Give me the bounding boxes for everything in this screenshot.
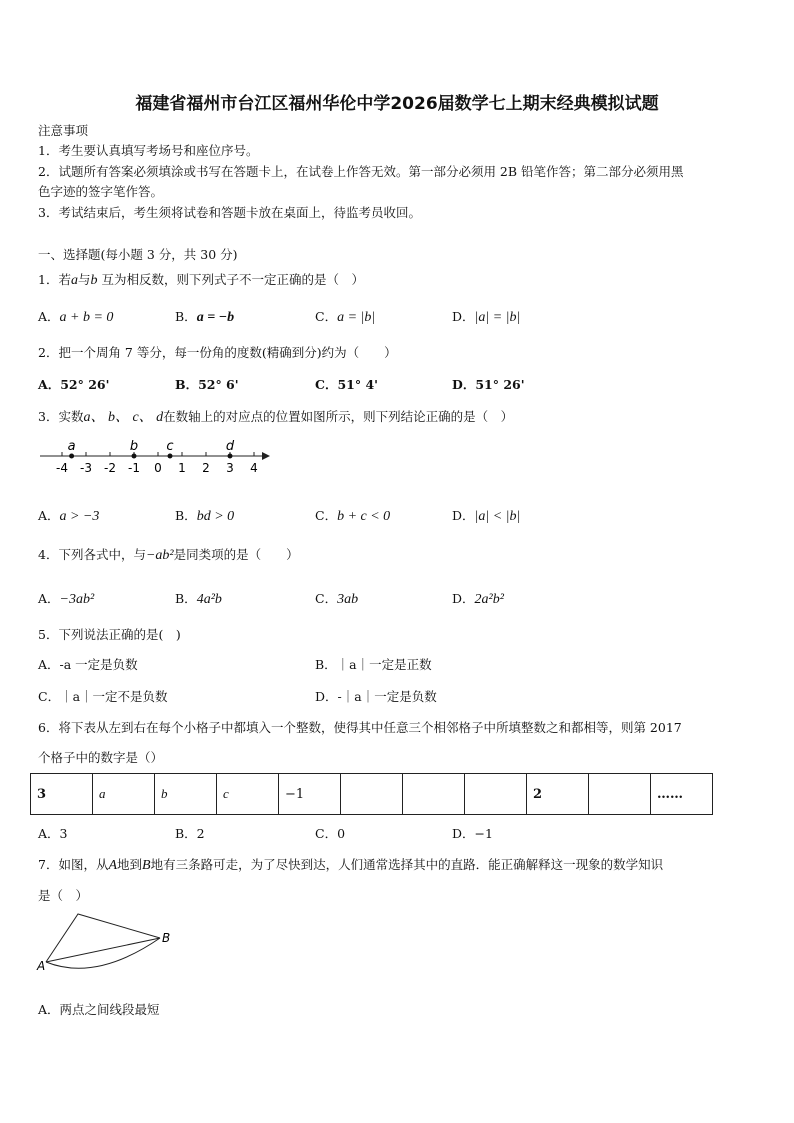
number-line-tick-label: -1 — [128, 461, 140, 475]
q6-cell: …… — [651, 774, 713, 815]
q5-option-c: C．｜a｜一定不是负数 — [38, 689, 168, 704]
page-title: 福建省福州市台江区福州华伦中学2026届数学七上期末经典模拟试题 — [135, 94, 659, 114]
q7-label-b: B — [162, 931, 171, 945]
number-line-point-a — [69, 454, 74, 459]
q6-cell — [341, 774, 403, 815]
q3-option-c: C．b + c < 0 — [315, 508, 391, 524]
q1-option-d: D．|a| = |b| — [452, 309, 521, 325]
q7-option-a: A．两点之间线段最短 — [38, 1002, 160, 1017]
q7-path-straight — [46, 938, 160, 962]
q6-cell — [465, 774, 527, 815]
number-line-tick-label: 0 — [154, 461, 162, 475]
notes-item-2: 2．试题所有答案必须填涂或书写在答题卡上，在试卷上作答无效。第一部分必须用 2B 铅笔作答；第二部分必须用黑 — [38, 164, 684, 179]
q5-option-d: D．-｜a｜一定是负数 — [315, 689, 437, 704]
q5-option-a: A．-a 一定是负数 — [38, 657, 138, 672]
q4-expr: −ab² — [145, 548, 174, 563]
q6-option-c: C．0 — [315, 826, 346, 841]
number-line-point-label: a — [67, 439, 76, 454]
q7-path-curve — [46, 938, 160, 968]
q4-option-a: A．−3ab² — [38, 591, 95, 607]
q2-option-b: B．52° 6' — [175, 377, 239, 392]
q1-var-b: b — [90, 273, 98, 288]
question-2-stem: 2．把一个周角 7 等分，每一份角的度数(精确到分)约为（ ） — [38, 345, 397, 360]
question-6-stem-cont: 个格子中的数字是（） — [38, 750, 164, 765]
q7-label-a: A — [37, 959, 46, 973]
q3-option-b: B．bd > 0 — [175, 508, 235, 524]
q6-cell: 2 — [527, 774, 589, 815]
q6-cell — [589, 774, 651, 815]
q4-option-b: B．4a²b — [175, 591, 222, 607]
q3-option-a: A．a > −3 — [38, 508, 100, 524]
number-line-point-d — [228, 454, 233, 459]
q6-cell: 3 — [31, 774, 93, 815]
notes-item-3: 3．考试结束后，考生须将试卷和答题卡放在桌面上，待监考员收回。 — [38, 205, 421, 220]
number-line-point-label: b — [129, 439, 139, 454]
question-6-stem: 6．将下表从左到右在每个小格子中都填入一个整数，使得其中任意三个相邻格子中所填整数之和都相等，则第 2017 — [38, 720, 682, 735]
number-line-tick-label: -2 — [104, 461, 116, 475]
q6-cell: c — [217, 774, 279, 815]
notes-item-2-cont: 色字迹的签字笔作答。 — [38, 184, 164, 199]
q6-option-b: B．2 — [175, 826, 205, 841]
number-line-point-label: d — [225, 439, 235, 454]
notes-heading: 注意事项 — [38, 123, 89, 138]
number-line-point-b — [132, 454, 137, 459]
q6-cell: −1 — [279, 774, 341, 815]
q1-stem-c: 互为相反数，则下列式子不一定正确的是（ ） — [97, 272, 364, 287]
q6-option-d: D．−1 — [452, 826, 493, 841]
q1-var-a: a — [70, 273, 78, 288]
question-4-stem: 4．下列各式中，与−ab²是同类项的是（ ） — [38, 547, 299, 563]
section-heading: 一、选择题(每小题 3 分，共 30 分) — [38, 247, 238, 262]
q5-option-b: B．｜a｜一定是正数 — [315, 657, 432, 672]
q7-paths-figure — [36, 908, 176, 980]
q1-option-a: A．a + b = 0 — [38, 309, 114, 325]
q2-option-a: A．52° 26' — [38, 377, 110, 392]
question-5-stem: 5．下列说法正确的是( ) — [38, 627, 181, 642]
q6-cell — [403, 774, 465, 815]
q4-option-d: D．2a²b² — [452, 591, 504, 607]
number-line-figure — [38, 434, 278, 478]
question-3-stem: 3．实数a、 b、 c、 d在数轴上的对应点的位置如图所示，则下列结论正确的是（ ） — [38, 409, 514, 425]
number-line-point-label: c — [166, 439, 174, 454]
q1-option-c: C．a = |b| — [315, 309, 376, 325]
q3-option-d: D．|a| < |b| — [452, 508, 521, 524]
q2-option-d: D．51° 26' — [452, 377, 525, 392]
q6-cell: a — [93, 774, 155, 815]
q4-option-c: C．3ab — [315, 591, 359, 607]
question-7-stem-cont: 是（ ） — [38, 888, 89, 903]
q2-option-c: C．51° 4' — [315, 377, 378, 392]
q6-grid-table — [30, 773, 713, 815]
number-line-point-c — [168, 454, 173, 459]
number-line-arrow-icon — [262, 452, 270, 460]
q3-vars: a、 b、 c、 d — [83, 410, 164, 425]
q1-stem-b: 与 — [77, 272, 91, 287]
number-line-tick-label: -3 — [80, 461, 92, 475]
q7-path-upper — [46, 914, 160, 962]
number-line-tick-label: 4 — [250, 461, 258, 475]
number-line-tick-label: 2 — [202, 461, 210, 475]
number-line-tick-label: -4 — [56, 461, 68, 475]
number-line-tick-label: 3 — [226, 461, 234, 475]
number-line-tick-label: 1 — [178, 461, 186, 475]
q1-option-b: B．a = −b — [175, 309, 235, 325]
question-1-stem — [38, 270, 364, 289]
question-7-stem: 7．如图，从A地到B地有三条路可走，为了尽快到达，人们通常选择其中的直路．能正确解释这一现象的数学知识 — [38, 857, 664, 873]
q1-stem-a: 1．若 — [38, 272, 71, 287]
q6-cell: b — [155, 774, 217, 815]
notes-item-1: 1．考生要认真填写考场号和座位序号。 — [38, 143, 259, 158]
q6-option-a: A．3 — [38, 826, 68, 841]
